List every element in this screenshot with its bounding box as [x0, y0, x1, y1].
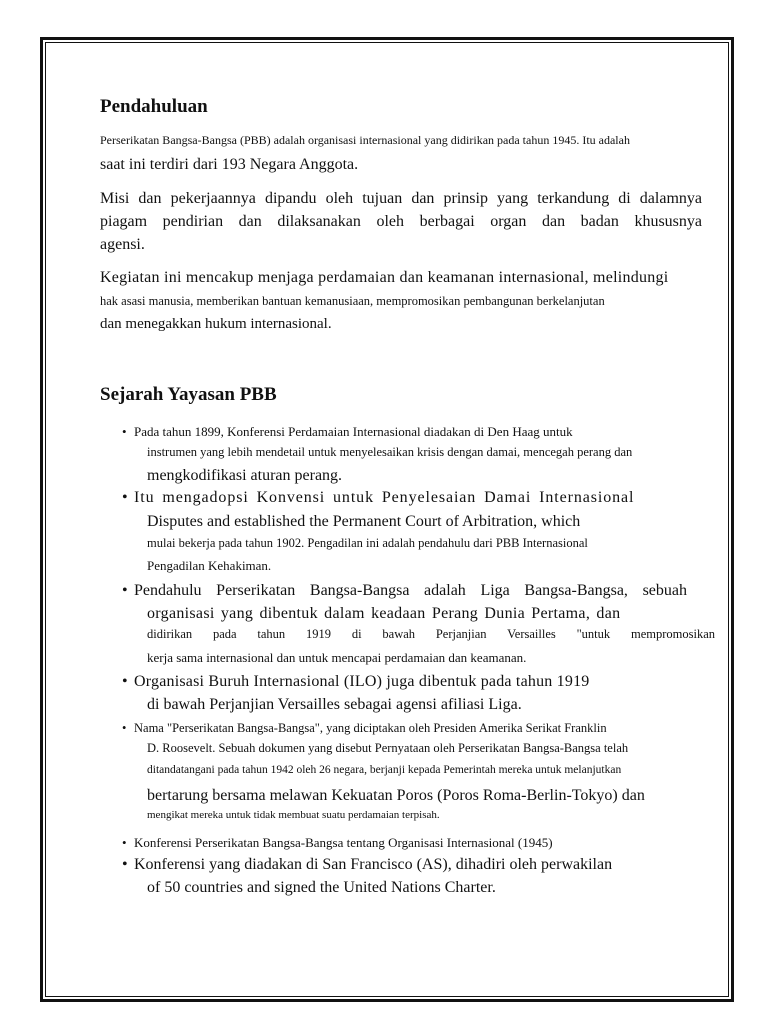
b7-line2: of 50 countries and signed the United Nations Charter. [147, 879, 496, 896]
intro-p2-line1: Misi dan pekerjaannya dipandu oleh tujuan dan prinsip yang terkandung di dalamnya [100, 190, 702, 207]
b2-line2: Disputes and established the Permanent Court of Arbitration, which [147, 513, 581, 530]
bullet-2: • [122, 489, 128, 506]
b3-line1: Pendahulu Perserikatan Bangsa-Bangsa adalah Liga Bangsa-Bangsa, sebuah [134, 582, 687, 599]
b1-line3: mengkodifikasi aturan perang. [147, 467, 343, 484]
b7-line1: Konferensi yang diadakan di San Francisco (AS), dihadiri oleh perwakilan [134, 856, 613, 873]
b2-line1: Itu mengadopsi Konvensi untuk Penyelesaian Damai Internasional [134, 489, 635, 506]
b1-line2: instrumen yang lebih mendetail untuk menyelesaikan krisis dengan damai, mencegah perang dan [147, 445, 633, 459]
intro-p3-line1: Kegiatan ini mencakup menjaga perdamaian dan keamanan internasional, melindungi [100, 269, 669, 286]
b1-line1: Pada tahun 1899, Konferensi Perdamaian Internasional diadakan di Den Haag untuk [134, 424, 573, 439]
intro-p3-line3: dan menegakkan hukum internasional. [100, 316, 332, 332]
intro-p3-line2: hak asasi manusia, memberikan bantuan kemanusiaan, mempromosikan pembangunan berkelanjutan [100, 294, 605, 308]
b5-line5: mengikat mereka untuk tidak membuat suatu perdamaian terpisah. [147, 809, 440, 821]
bullet-7: • [122, 856, 128, 873]
bullet-6: • [122, 835, 127, 850]
b2-line4: Pengadilan Kehakiman. [147, 558, 272, 573]
b3-line3: didirikan pada tahun 1919 di bawah Perjanjian Versailles "untuk mempromosikan [147, 627, 715, 641]
intro-p1-line1: Perserikatan Bangsa-Bangsa (PBB) adalah organisasi internasional yang didirikan pada tahun 1945. Itu adalah [100, 133, 630, 147]
b3-line2: organisasi yang dibentuk dalam keadaan Perang Dunia Pertama, dan [147, 605, 621, 622]
b2-line3: mulai bekerja pada tahun 1902. Pengadilan ini adalah pendahulu dari PBB Internasional [147, 536, 588, 550]
b4-line2: di bawah Perjanjian Versailles sebagai agensi afiliasi Liga. [147, 696, 522, 713]
b5-line4: bertarung bersama melawan Kekuatan Poros (Poros Roma-Berlin-Tokyo) dan [147, 787, 645, 804]
intro-p2-line2: piagam pendirian dan dilaksanakan oleh berbagai organ dan badan khususnya [100, 213, 702, 230]
history-heading: Sejarah Yayasan PBB [100, 384, 277, 405]
intro-heading: Pendahuluan [100, 96, 208, 117]
intro-p1-line2: saat ini terdiri dari 193 Negara Anggota. [100, 156, 359, 173]
bullet-5: • [122, 721, 127, 735]
bullet-3: • [122, 582, 128, 599]
intro-p2-line3: agensi. [100, 236, 145, 253]
b6-line1: Konferensi Perserikatan Bangsa-Bangsa tentang Organisasi Internasional (1945) [134, 835, 553, 850]
b3-line4: kerja sama internasional dan untuk mencapai perdamaian dan keamanan. [147, 650, 527, 665]
b4-line1: Organisasi Buruh Internasional (ILO) juga dibentuk pada tahun 1919 [134, 673, 590, 690]
b5-line3: ditandatangani pada tahun 1942 oleh 26 negara, berjanji kepada Pemerintah mereka untuk melanjutkan [147, 764, 622, 776]
bullet-1: • [122, 424, 127, 439]
b5-line1: Nama "Perserikatan Bangsa-Bangsa", yang diciptakan oleh Presiden Amerika Serikat Franklin [134, 721, 607, 735]
b5-line2: D. Roosevelt. Sebuah dokumen yang disebut Pernyataan oleh Perserikatan Bangsa-Bangsa telah [147, 741, 629, 755]
bullet-4: • [122, 673, 128, 690]
